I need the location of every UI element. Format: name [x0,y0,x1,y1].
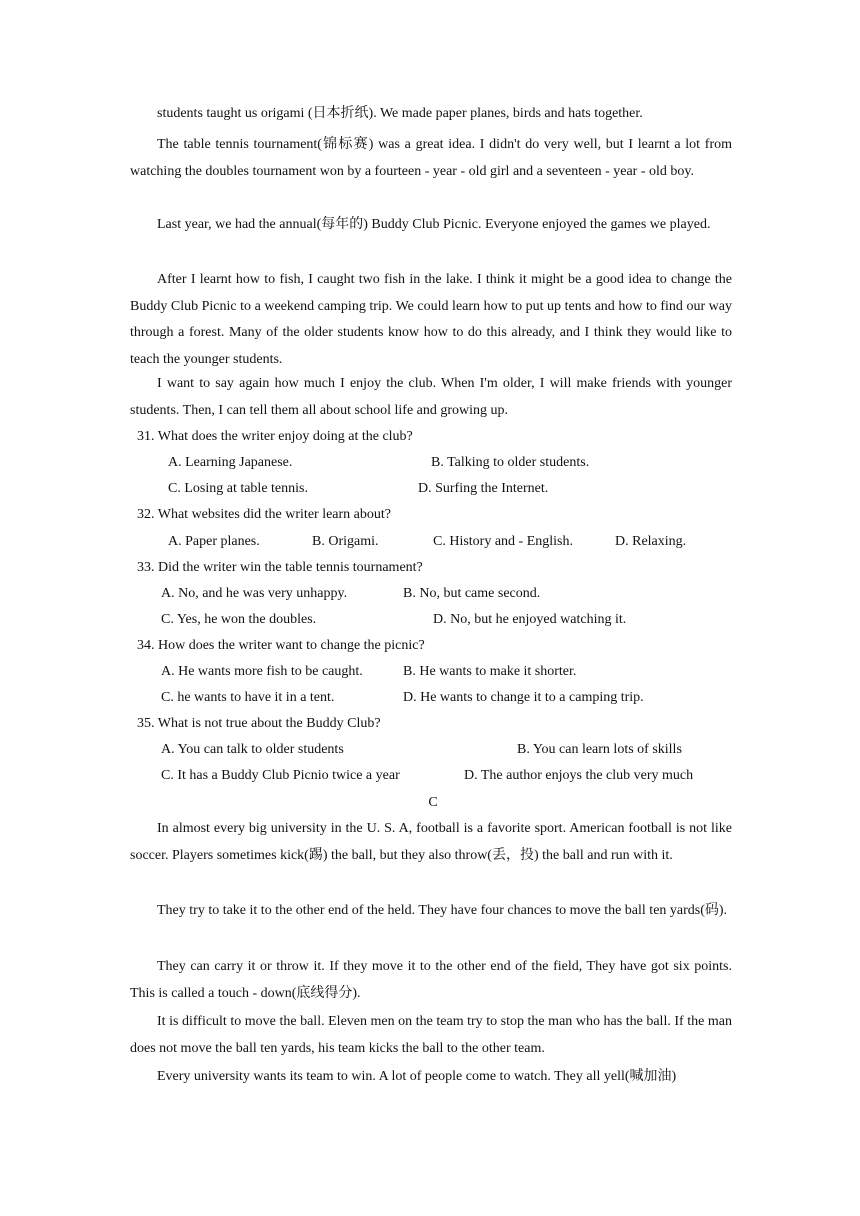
question-35-option-d: D. The author enjoys the club very much [464,768,694,783]
question-31-stem: 31. What does the writer enjoy doing at the club? [137,429,413,444]
question-35-option-c: C. It has a Buddy Club Picnio twice a year [161,768,400,783]
question-35-stem: 35. What is not true about the Buddy Club? [137,716,381,731]
question-31-option-c: C. Losing at table tennis. [168,481,308,496]
passage-c-paragraph-4: It is difficult to move the ball. Eleven men on the team try to stop the man who has the ball. If the man does not move the ball ten yards, his team kicks the ball to the other team. [130,1014,732,1056]
passage-c-paragraph-1: In almost every big university in the U. S. A, football is a favorite sport. American football is not like soccer. Players sometimes kick(踢) the ball, but they also throw(丢，投) the ball and run with it. [130,821,732,863]
question-32-option-d: D. Relaxing. [615,534,687,549]
passage-b-paragraph-1: The table tennis tournament(锦标赛) was a great idea. I didn't do very well, but I learnt a lot from watching the doubles tournament won by a fourteen - year - old girl and a seventeen - year - old boy. [130,137,732,179]
section-c-heading: C [428,795,438,810]
question-33-option-b: B. No, but came second. [403,586,541,601]
question-33-stem: 33. Did the writer win the table tennis tournament? [137,560,423,575]
question-31-option-d: D. Surfing the Internet. [418,481,549,496]
question-34-option-c: C. he wants to have it in a tent. [161,690,335,705]
question-34-option-d: D. He wants to change it to a camping trip. [403,690,644,705]
passage-c-paragraph-2: They try to take it to the other end of the held. They have four chances to move the ball ten yards(码). [157,903,728,918]
question-33-option-d: D. No, but he enjoyed watching it. [433,612,627,627]
question-34-option-a: A. He wants more fish to be caught. [161,664,363,679]
question-32-option-b: B. Origami. [312,534,379,549]
question-32-option-a: A. Paper planes. [168,534,260,549]
question-32-stem: 32. What websites did the writer learn about? [137,507,391,522]
passage-b-paragraph-2: Last year, we had the annual(每年的) Buddy Club Picnic. Everyone enjoyed the games we played. [157,217,711,232]
passage-b-paragraph-3: After I learnt how to fish, I caught two fish in the lake. I think it might be a good idea to change the Buddy Club Picnic to a weekend camping trip. We could learn how to put up tents and how to find our way through a forest. Many of the older students know how to do this already, and I think they would like to teach the younger students. [130,272,732,367]
question-34-option-b: B. He wants to make it shorter. [403,664,577,679]
passage-c-paragraph-5: Every university wants its team to win. A lot of people come to watch. They all yell(喊加油) [157,1069,677,1084]
question-31-option-a: A. Learning Japanese. [168,455,293,470]
question-31-option-b: B. Talking to older students. [431,455,590,470]
passage-b-paragraph-4: I want to say again how much I enjoy the club. When I'm older, I will make friends with younger students. Then, I can tell them all about school life and growing up. [130,376,732,418]
passage-c-paragraph-3: They can carry it or throw it. If they move it to the other end of the field, They have got six points. This is called a touch - down(底线得分). [130,959,732,1001]
question-34-stem: 34. How does the writer want to change the picnic? [137,638,425,653]
question-35-option-b: B. You can learn lots of skills [517,742,682,757]
passage-b-paragraph-0: students taught us origami (日本折纸). We made paper planes, birds and hats together. [157,106,643,121]
question-35-option-a: A. You can talk to older students [161,742,344,757]
question-33-option-c: C. Yes, he won the doubles. [161,612,317,627]
question-32-option-c: C. History and - English. [433,534,573,549]
question-33-option-a: A. No, and he was very unhappy. [161,586,348,601]
